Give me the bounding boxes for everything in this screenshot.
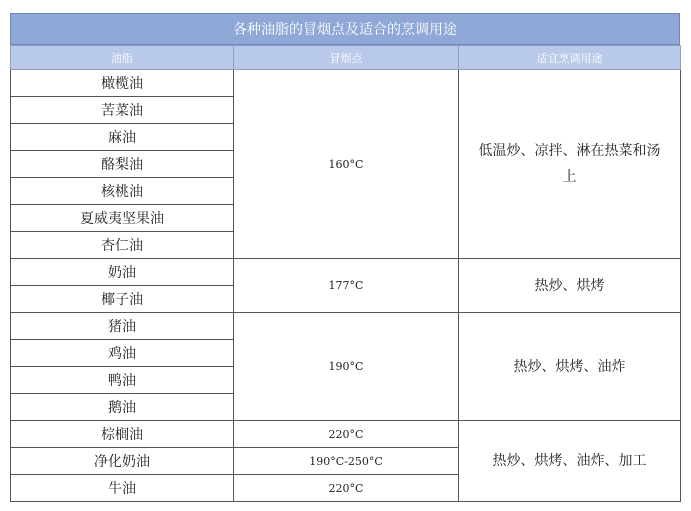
table-row bbox=[11, 259, 681, 286]
smoke-point-value: 160°C bbox=[234, 70, 459, 259]
table-row bbox=[11, 313, 681, 340]
smoke-point-value: 220°C bbox=[234, 475, 459, 502]
cooking-use: 热炒、烘烤、油炸、加工 bbox=[459, 421, 681, 502]
table-row bbox=[11, 421, 681, 448]
header-smoke-point: 冒烟点 bbox=[234, 46, 459, 70]
oil-name: 棕榈油 bbox=[11, 421, 234, 448]
smoke-point-value: 190°C bbox=[234, 313, 459, 421]
smoke-point-table-container bbox=[10, 13, 680, 502]
header-row bbox=[11, 46, 681, 70]
header-oil: 油脂 bbox=[11, 46, 234, 70]
oil-name: 猪油 bbox=[11, 313, 234, 340]
cooking-use: 热炒、烘烤、油炸 bbox=[459, 313, 681, 421]
oil-name: 橄榄油 bbox=[11, 70, 234, 97]
oil-name: 麻油 bbox=[11, 124, 234, 151]
header-cooking-use: 适宜烹调用途 bbox=[459, 46, 681, 70]
oil-name: 夏威夷坚果油 bbox=[11, 205, 234, 232]
oil-name: 苦菜油 bbox=[11, 97, 234, 124]
smoke-point-value: 190°C-250°C bbox=[234, 448, 459, 475]
oil-name: 鸡油 bbox=[11, 340, 234, 367]
smoke-point-value: 177°C bbox=[234, 259, 459, 313]
oil-name: 奶油 bbox=[11, 259, 234, 286]
table-row bbox=[11, 70, 681, 97]
oil-name: 牛油 bbox=[11, 475, 234, 502]
oil-name: 椰子油 bbox=[11, 286, 234, 313]
oil-name: 鸭油 bbox=[11, 367, 234, 394]
table-title: 各种油脂的冒烟点及适合的烹调用途 bbox=[10, 13, 680, 45]
cooking-use: 热炒、烘烤 bbox=[459, 259, 681, 313]
smoke-point-value: 220°C bbox=[234, 421, 459, 448]
cooking-use: 低温炒、凉拌、淋在热菜和汤上 bbox=[459, 70, 681, 259]
oil-name: 杏仁油 bbox=[11, 232, 234, 259]
oil-smoke-point-table bbox=[10, 45, 681, 502]
oil-name: 净化奶油 bbox=[11, 448, 234, 475]
oil-name: 酪梨油 bbox=[11, 151, 234, 178]
oil-name: 核桃油 bbox=[11, 178, 234, 205]
oil-name: 鹅油 bbox=[11, 394, 234, 421]
